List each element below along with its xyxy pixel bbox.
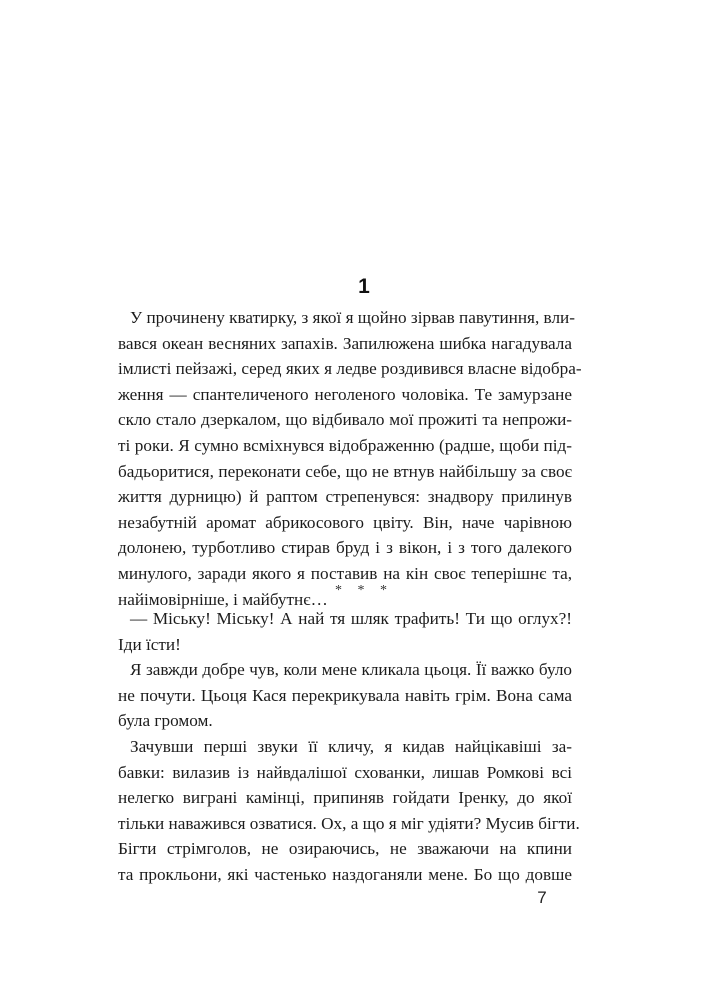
- text-line: ження — спантеличеного неголеного чоловіка. Те замурзане: [118, 384, 572, 404]
- text-line: бадьоритися, переконати себе, що не втнув найбільшу за своє: [118, 461, 572, 481]
- paragraph-opening: [118, 305, 582, 612]
- text-line: нелегко виграні камінці, припиняв гойдати Іренку, до якої: [118, 788, 572, 808]
- text-line: Зачувши перші звуки її кличу, я кидав найцікавіші за-: [130, 736, 572, 756]
- paragraphs-dialogue: [118, 606, 580, 888]
- text-line: була громом.: [118, 711, 213, 731]
- text-line: імлисті пейзажі, серед яких я ледве роздивився власне відобра-: [118, 359, 582, 379]
- text-line: — Міську! Міську! А най тя шляк трафить! Ти що оглух?!: [130, 609, 572, 628]
- section-separator: * * *: [335, 583, 393, 598]
- text-line: та прокльони, які частенько наздоганяли мене. Бо що довше: [118, 864, 572, 884]
- text-line: Я завжди добре чув, коли мене кликала цьоця. Її важко було: [130, 660, 572, 680]
- text-line: життя дурницю) й раптом стрепенувся: знадвору прилинув: [118, 487, 572, 507]
- text-line: минулого, заради якого я поставив на кін своє теперішнє та,: [118, 563, 572, 583]
- text-line: найімовірніше, і майбутнє…: [118, 589, 328, 609]
- text-line: скло стало дзеркалом, що відбивало мої прожиті та непрожи-: [118, 410, 572, 430]
- text-line: тільки наважився озватися. Ох, а що я міг удіяти? Мусив бігти.: [118, 813, 580, 833]
- text-line: вався океан весняних запахів. Запилюжена шибка нагадувала: [118, 333, 572, 353]
- text-line: У прочинену кватирку, з якої я щойно зірвав павутиння, вли-: [130, 308, 575, 327]
- text-line: незабутній аромат абрикосового цвіту. Він, наче чарівною: [118, 512, 572, 532]
- page-number: 7: [537, 888, 547, 907]
- chapter-number: 1: [358, 275, 370, 298]
- text-line: Бігти стрімголов, не озираючись, не зважаючи на кпини: [118, 839, 572, 859]
- text-line: бавки: вилазив із найвдалішої схованки, лишав Ромкові всі: [118, 762, 572, 782]
- text-line: Іди їсти!: [118, 634, 181, 654]
- text-line: долонею, турботливо стирав бруд і з вікон, і з того далекого: [118, 538, 572, 558]
- text-line: ті роки. Я сумно всміхнувся відображенню (радше, щоби під-: [118, 435, 572, 455]
- text-line: не почути. Цьоця Кася перекрикувала навіть грім. Вона сама: [118, 685, 572, 705]
